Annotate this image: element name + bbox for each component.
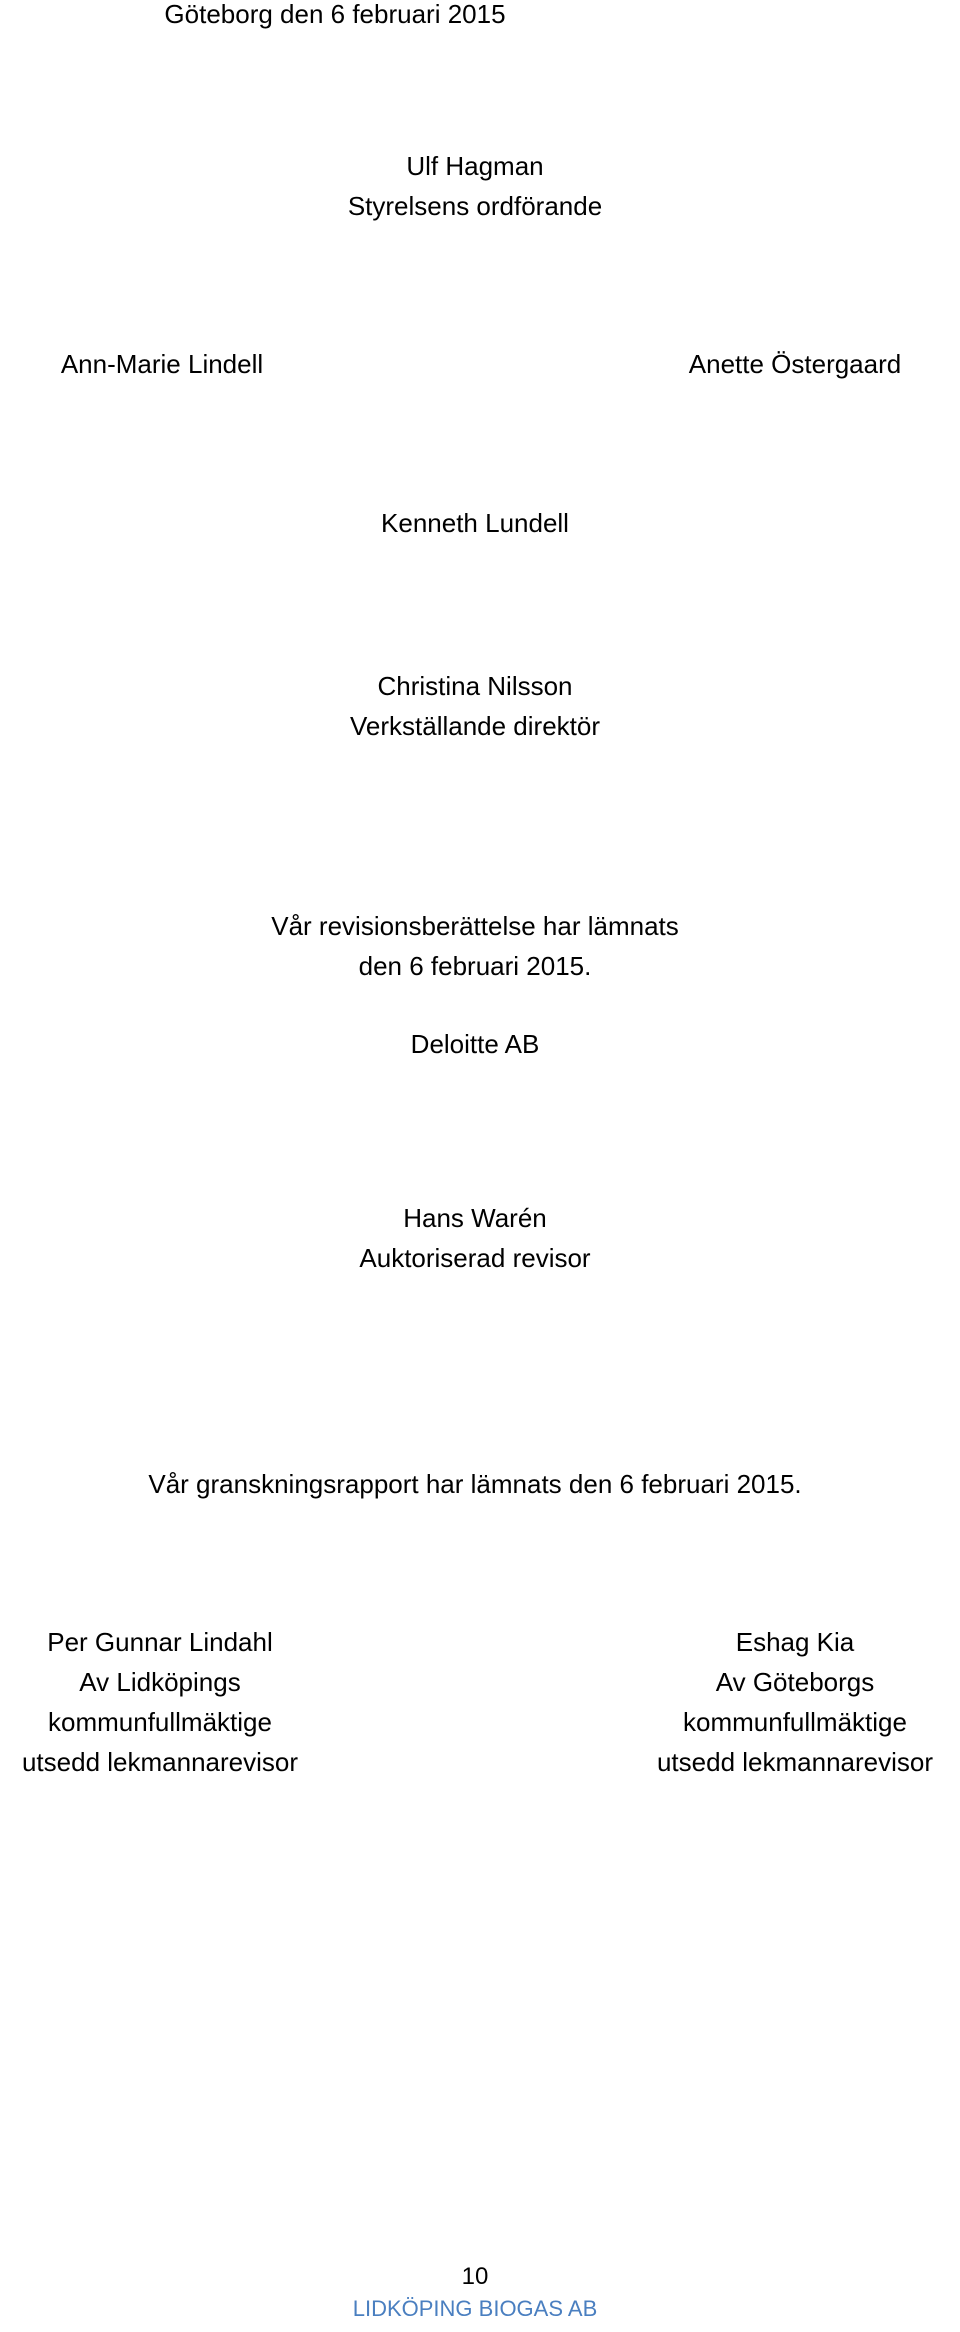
signature-member-right <box>630 344 960 384</box>
member-left-name: Ann-Marie Lindell <box>60 349 264 379</box>
audit-statement-line2: den 6 februari 2015. <box>358 951 592 981</box>
page-number: 10 <box>461 2263 489 2290</box>
place-date-text: Göteborg den 6 februari 2015 <box>164 0 506 29</box>
page-footer <box>0 2260 950 2324</box>
auditor-name: Hans Warén <box>403 1203 547 1233</box>
member-right-name: Anette Östergaard <box>688 349 902 379</box>
audit-firm-name: Deloitte AB <box>410 1029 540 1059</box>
member-center-name: Kenneth Lundell <box>381 508 569 538</box>
place-date <box>0 0 960 34</box>
signature-member-left <box>0 344 324 384</box>
review-statement <box>0 1464 950 1504</box>
signature-lay-auditor-left <box>0 1622 320 1782</box>
lay-auditor-left-line2: kommunfullmäktige <box>48 1707 272 1737</box>
lay-auditor-right-name: Eshag Kia <box>735 1627 855 1657</box>
signature-ceo <box>0 666 950 746</box>
lay-auditor-right-line2: kommunfullmäktige <box>683 1707 907 1737</box>
audit-statement-line1: Vår revisionsberättelse har lämnats <box>271 911 679 941</box>
lay-auditor-left-line1: Av Lidköpings <box>79 1667 241 1697</box>
audit-statement <box>0 906 950 986</box>
signature-member-center <box>0 503 950 543</box>
ceo-title: Verkställande direktör <box>349 711 601 741</box>
lay-auditor-right-line1: Av Göteborgs <box>715 1667 875 1697</box>
review-statement-text: Vår granskningsrapport har lämnats den 6 februari 2015. <box>148 1469 802 1499</box>
lay-auditor-right-line3: utsedd lekmannarevisor <box>656 1747 934 1777</box>
ceo-name: Christina Nilsson <box>377 671 573 701</box>
footer-company: LIDKÖPING BIOGAS AB <box>352 2296 598 2321</box>
audit-firm <box>0 1024 950 1064</box>
lay-auditor-left-name: Per Gunnar Lindahl <box>47 1627 273 1657</box>
auditor-title: Auktoriserad revisor <box>359 1243 591 1273</box>
chair-title: Styrelsens ordförande <box>347 191 603 221</box>
signature-auditor <box>0 1198 950 1278</box>
signature-lay-auditor-right <box>630 1622 960 1782</box>
lay-auditor-left-line3: utsedd lekmannarevisor <box>21 1747 299 1777</box>
chair-name: Ulf Hagman <box>406 151 544 181</box>
signature-chair <box>0 146 950 226</box>
